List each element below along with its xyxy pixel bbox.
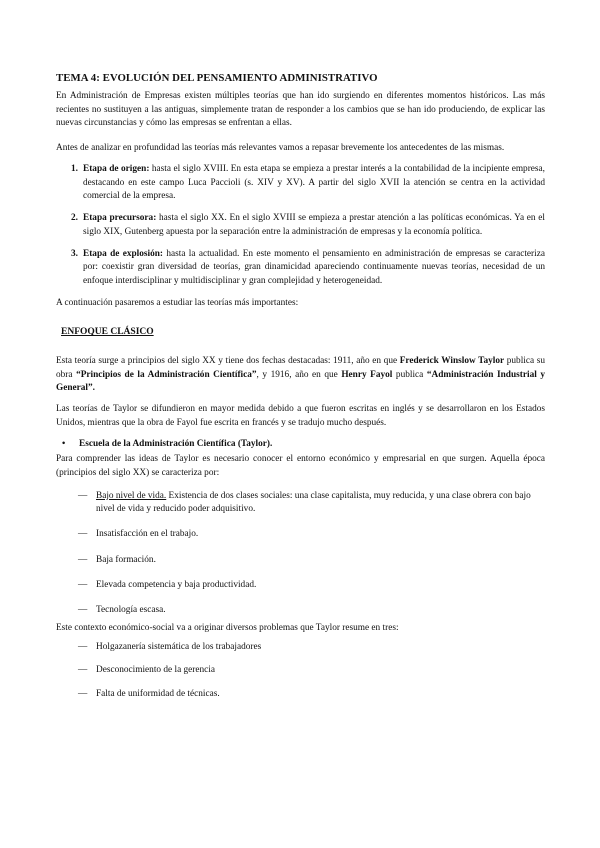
stage-name: Etapa de explosión: [83, 248, 164, 259]
text-run: Esta teoría surge a principios del siglo XX y tiene dos fechas destacadas: 1911, año en que [56, 356, 400, 367]
stage-item [56, 163, 545, 203]
characteristic-item [56, 490, 545, 517]
characteristic-text: Insatisfacción en el trabajo. [96, 529, 199, 540]
spacer [56, 130, 545, 142]
problem-item [56, 664, 545, 677]
characteristic-text: Elevada competencia y baja productividad. [96, 580, 257, 591]
difusion-paragraph: Las teorías de Taylor se difundieron en mayor medida debido a que fueron escritas en inglés y se desarrollaron en los Estados Unidos, mientras que la obra de Fayol fue escrita en francés y se tradujo mucho después. [56, 404, 545, 428]
dash-icon: — [78, 580, 88, 591]
text-run: publica [392, 369, 427, 380]
text-run: publica su obra [56, 356, 546, 380]
stages-list [56, 163, 545, 287]
stage-text: hasta el siglo XVIII. En esta etapa se empieza a prestar interés a la contabilidad de la incipiente empresa, destacando en este campo Luca Paccioli (s. XIV y XV). A partir del siglo XVII la atención se centra en la actividad comercial de la empresa. [83, 164, 545, 202]
problem-text: Falta de uniformidad de técnicas. [96, 688, 220, 699]
section-heading: ENFOQUE CLÁSICO [61, 327, 154, 338]
characteristic-text: Tecnología escasa. [96, 605, 166, 616]
characteristic-text: Existencia de dos clases sociales: una clase capitalista, muy reducida, y una clase obrera con bajo nivel de vida y reducido poder adquisitivo. [96, 490, 531, 515]
dash-icon: — [78, 554, 88, 565]
stage-name: Etapa precursora: [83, 213, 157, 224]
work-title-principios: “Principios de la Administración Científica” [76, 369, 257, 380]
stage-text: hasta la actualidad. En este momento el pensamiento en administración de empresas se caracteriza por: coexistir gran diversidad de teorías, gran dinamicidad apareciendo continuamente nuevas teorías, necesidad de un enfoque interdisciplinar y multidisciplinar y gran complejidad y heterogeneidad. [83, 248, 545, 286]
text-run: , y 1916, año en que [256, 369, 342, 380]
dash-icon: — [78, 529, 88, 540]
escuela-heading: Escuela de la Administración Científica (Taylor). [79, 438, 273, 449]
characteristic-text: Baja formación. [96, 554, 156, 565]
dash-icon: — [78, 665, 88, 676]
dash-icon: — [78, 490, 88, 501]
stage-item [56, 248, 545, 288]
characteristic-item [56, 528, 545, 541]
document-page [56, 72, 545, 711]
problem-text: Desconocimiento de la gerencia [96, 665, 215, 676]
dash-icon: — [78, 688, 88, 699]
escuela-bullet-item [56, 438, 545, 451]
stage-number: 3. [71, 248, 78, 259]
dash-icon: — [78, 605, 88, 616]
author-taylor: Frederick Winslow Taylor [399, 356, 505, 367]
spacer [56, 395, 545, 403]
problem-text: Holgazanería sistemática de los trabajadores [96, 641, 262, 652]
characteristic-item [56, 604, 545, 617]
bullet-icon: • [62, 438, 66, 449]
intro-paragraph: En Administración de Empresas existen múltiples teorías que han ido surgiendo en diferentes momentos históricos. Las más recientes no sustituyen a las antiguas, simplemente tratan de responder a los cambios que se han ido produciendo, de explicar las nuevas circunstancias y cómo las empresas se enfrentan a ellas. [56, 91, 545, 128]
continuacion-paragraph: A continuación pasaremos a estudiar las teorías más importantes: [56, 297, 299, 308]
dash-icon: — [78, 641, 88, 652]
stage-number: 1. [71, 164, 78, 175]
characteristics-list [56, 490, 545, 618]
stage-number: 2. [71, 213, 78, 224]
characteristic-underlined: Bajo nivel de vida. [96, 490, 167, 501]
problemas-intro-paragraph: Este contexto económico-social va a originar diversos problemas que Taylor resume en tres: [56, 622, 399, 633]
page-title: TEMA 4: EVOLUCIÓN DEL PENSAMIENTO ADMINISTRATIVO [56, 72, 378, 84]
characteristic-item [56, 579, 545, 592]
antecedentes-paragraph: Antes de analizar en profundidad las teorías más relevantes vamos a repasar brevemente los antecedentes de las mismas. [56, 143, 505, 154]
work-title-administracion: “Administración Industrial y General”. [56, 369, 545, 394]
stage-name: Etapa de origen: [83, 164, 150, 175]
author-fayol: Henry Fayol [341, 369, 393, 380]
contexto-paragraph: Para comprender las ideas de Taylor es necesario conocer el entorno económico y empresarial en que surgen. Aquella época (principios del siglo XX) se caracteriza por: [56, 454, 545, 478]
problem-item [56, 641, 545, 654]
stage-item [56, 212, 545, 239]
clasico-paragraph [56, 355, 545, 395]
problem-item [56, 688, 545, 701]
characteristic-item [56, 554, 545, 567]
problems-list [56, 641, 545, 701]
stage-text: hasta el siglo XX. En el siglo XVIII se empieza a prestar atención a las políticas económicas. Ya en el siglo XIX, Gutenberg apuesta por la separación entre la administración de empresas y la economía política. [83, 213, 546, 237]
